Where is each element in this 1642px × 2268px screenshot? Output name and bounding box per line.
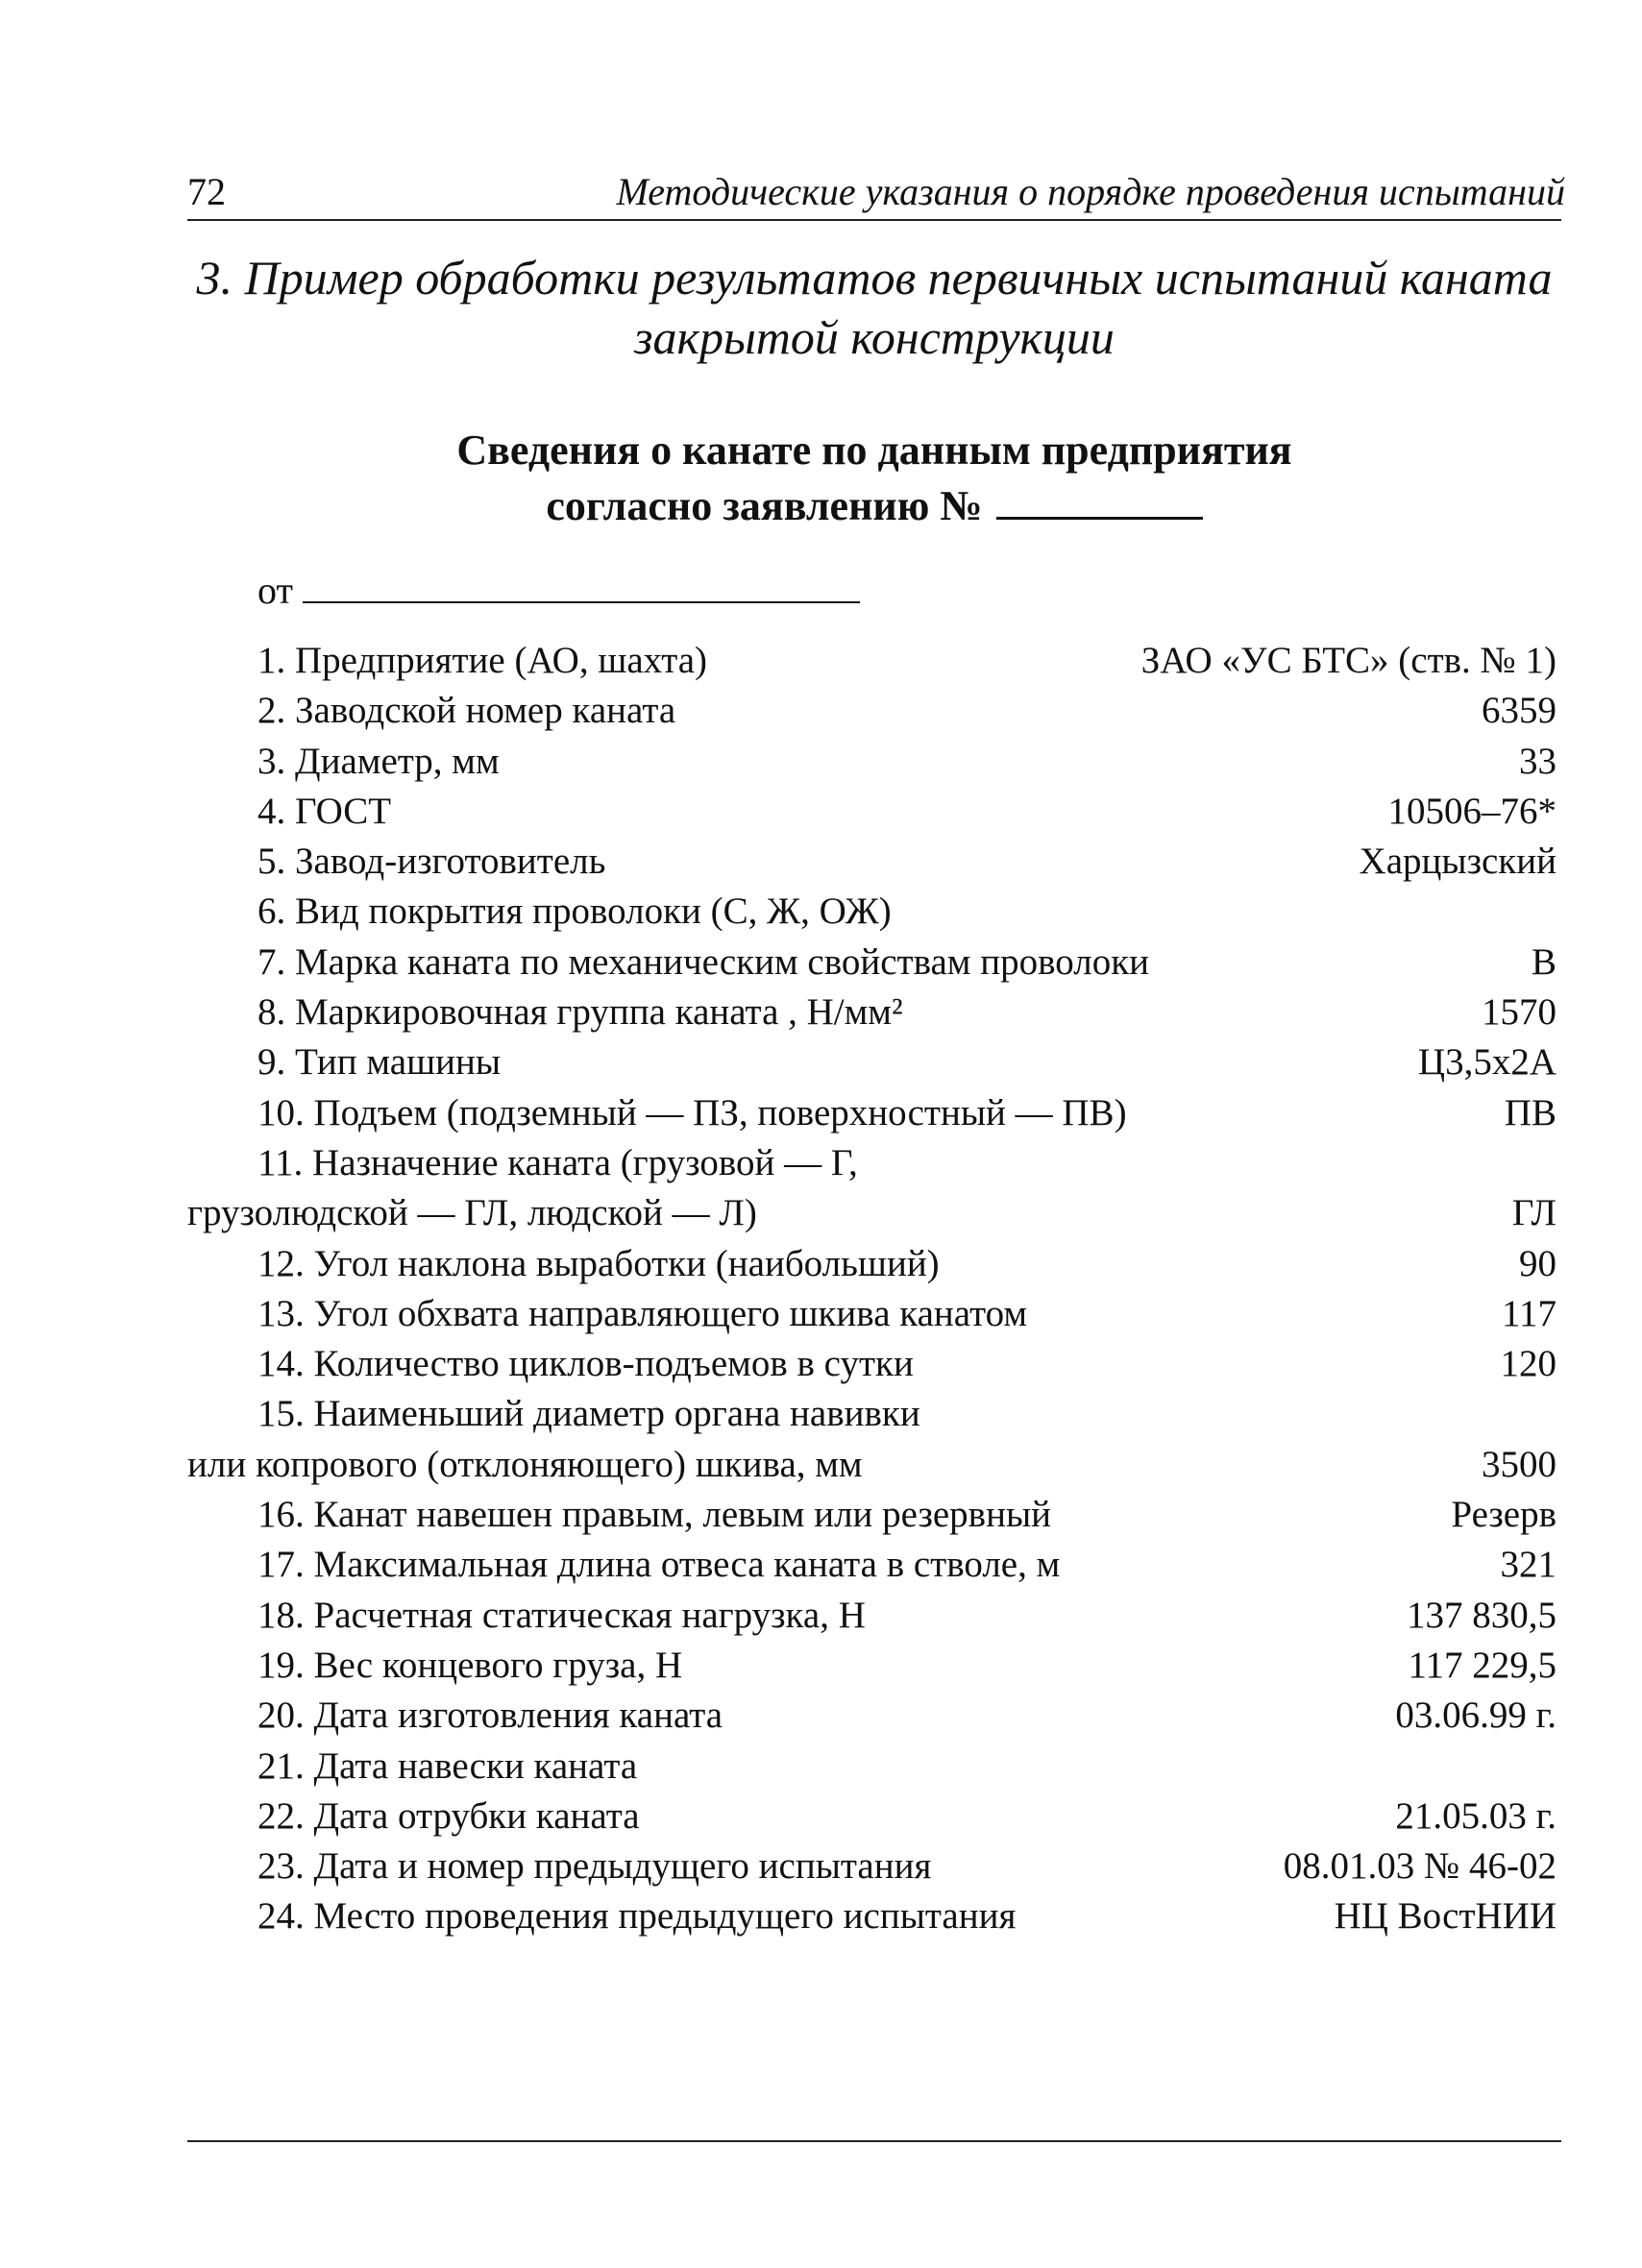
item-label: 20. Дата изготовления каната [257,1695,723,1737]
item-label-continuation: или копрового (отклоняющего) шкива, мм [187,1443,863,1485]
list-item [187,737,1556,787]
item-label: 7. Марка каната по механическим свойствам проволоки [257,940,1150,983]
item-label: 9. Тип машины [257,1041,502,1084]
list-item [187,1490,1556,1540]
list-item [187,887,1556,937]
item-value: 117 [1501,1292,1556,1334]
form-title [187,423,1561,534]
item-value: ЗАО «УС БТС» (ств. № 1) [1140,640,1556,681]
item-value: 33 [1519,740,1556,782]
item-label: 23. Дата и номер предыдущего испытания [257,1845,932,1888]
item-value: НЦ ВостНИИ [1334,1895,1556,1938]
item-value: Ц3,5х2А [1417,1041,1556,1084]
item-value: ПВ [1504,1091,1556,1134]
list-item [187,1239,1556,1289]
item-value: ГЛ [1511,1192,1556,1234]
list-item [187,1691,1556,1741]
item-label: 16. Канат навешен правым, левым или резервный [257,1494,1052,1536]
list-item [187,1088,1556,1138]
item-label: 4. ГОСТ [257,790,392,832]
item-value: 08.01.03 № 46-02 [1283,1845,1556,1888]
item-value: 137 830,5 [1407,1594,1556,1636]
item-label: 19. Вес концевого груза, Н [257,1644,683,1686]
item-label: 5. Завод-изготовитель [257,841,606,883]
page-number: 72 [187,170,226,213]
form-title-line-2 [187,478,1561,534]
item-label: 8. Маркировочная группа каната , Н/мм² [257,991,903,1034]
list-item [187,1841,1556,1891]
list-item [187,1792,1556,1841]
item-value: 6359 [1482,690,1556,732]
item-label: 3. Диаметр, мм [257,740,500,782]
list-item [187,837,1556,887]
footer-rule [187,2140,1561,2142]
item-value: 90 [1519,1242,1556,1284]
item-label: 15. Наименьший диаметр органа навивки [257,1393,920,1435]
item-label: 21. Дата навески каната [257,1744,638,1787]
item-value: 1570 [1482,991,1556,1034]
item-label: 14. Количество циклов-подъемов в сутки [257,1343,914,1385]
list-item [187,1591,1556,1641]
item-value: 3500 [1482,1443,1556,1485]
list-item [187,988,1556,1037]
list-item [187,1037,1556,1087]
list-item [187,1641,1556,1691]
list-item [187,1389,1556,1490]
list-item [187,1742,1556,1792]
item-value: 120 [1500,1343,1556,1385]
list-item [187,1891,1556,1941]
list-item [187,636,1556,686]
from-date-blank [303,569,860,603]
list-item [187,686,1556,736]
application-number-label: согласно заявлению № [546,482,983,529]
application-number-blank [996,482,1203,520]
item-label: 12. Угол наклона выработки (наибольший) [257,1242,940,1284]
section-title [187,248,1561,367]
item-value: 10506–76* [1387,790,1556,832]
form-title-line-1: Сведения о канате по данным предприятия [456,427,1292,474]
list-item [187,1138,1556,1239]
item-value: 321 [1500,1544,1556,1586]
section-title-line-1: 3. Пример обработки результатов первичных испытаний каната [196,251,1553,305]
list-item [187,938,1556,988]
section-title-line-2: закрытой конструкции [634,310,1115,364]
list-item [187,1289,1556,1339]
item-value: Резерв [1451,1494,1556,1536]
item-label: 1. Предприятие (АО, шахта) [257,640,708,681]
item-label: 13. Угол обхвата направляющего шкива канатом [257,1292,1028,1334]
rope-info-list [187,636,1556,1942]
item-label-continuation: грузолюдской — ГЛ, людской — Л) [187,1192,757,1234]
item-value: В [1531,940,1556,983]
list-item [187,1540,1556,1590]
from-date-line [257,567,860,615]
item-value: 21.05.03 г. [1395,1794,1556,1837]
item-value: Харцызский [1359,841,1556,883]
item-label: 18. Расчетная статическая нагрузка, Н [257,1594,866,1636]
list-item [187,787,1556,837]
item-value: 03.06.99 г. [1395,1695,1556,1737]
item-label: 22. Дата отрубки каната [257,1794,640,1837]
item-label: 11. Назначение каната (грузовой — Г, [257,1141,858,1183]
item-label: 17. Максимальная длина отвеса каната в стволе, м [257,1544,1061,1586]
list-item [187,1339,1556,1389]
item-label: 6. Вид покрытия проволоки (С, Ж, ОЖ) [257,890,892,933]
header-rule [187,219,1561,221]
from-label: от [257,569,293,612]
item-value: 117 229,5 [1408,1644,1556,1686]
item-label: 24. Место проведения предыдущего испытания [257,1895,1017,1938]
item-label: 10. Подъем (подземный — ПЗ, поверхностный — ПВ) [257,1091,1127,1134]
running-title: Методические указания о порядке проведения испытаний [616,170,1565,213]
item-label: 2. Заводской номер каната [257,690,676,732]
